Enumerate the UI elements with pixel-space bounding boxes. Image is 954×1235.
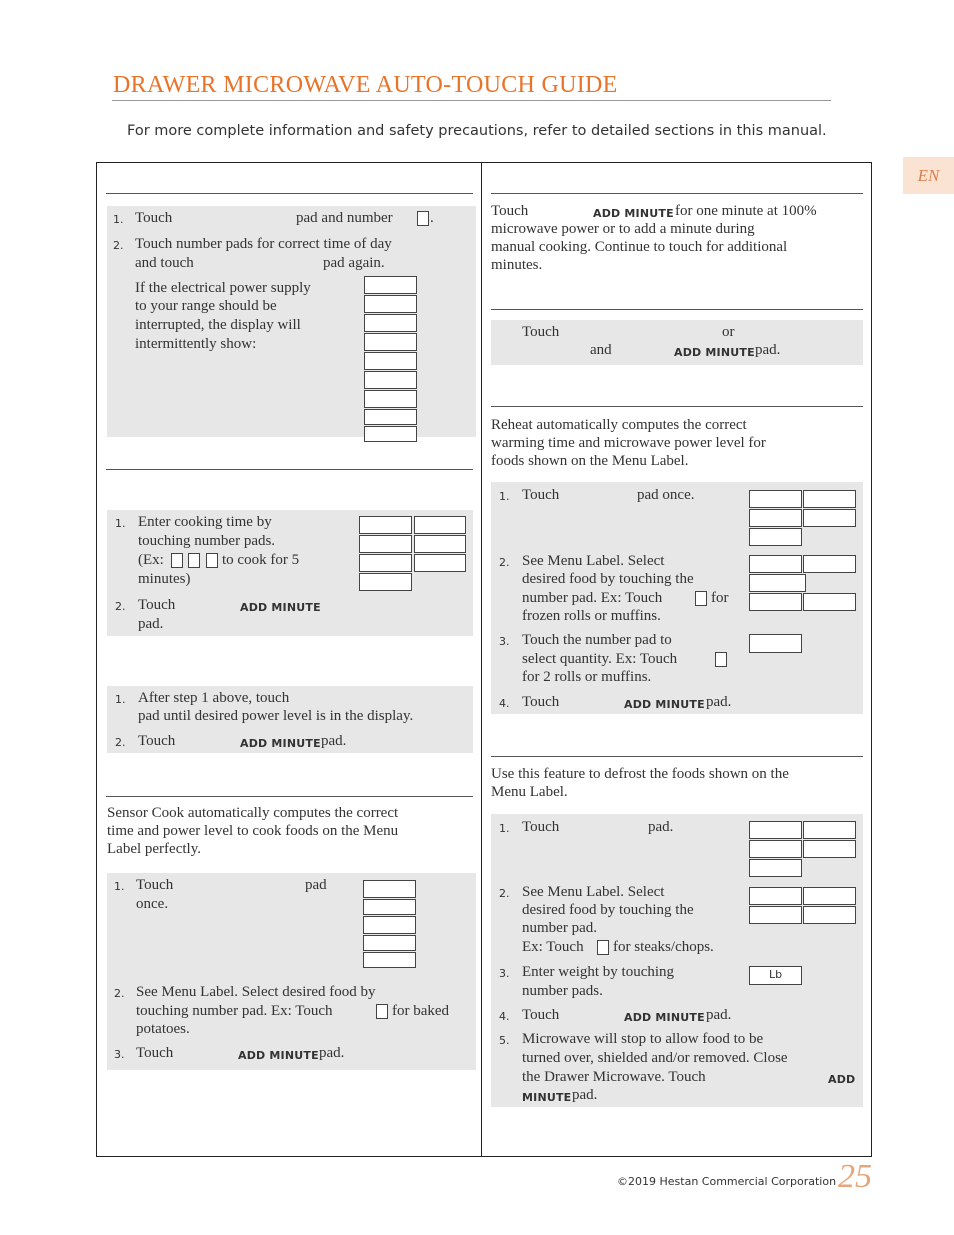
step-text: minutes) (138, 571, 191, 587)
section-intro: Use this feature to defrost the foods shown on the (491, 766, 789, 782)
display-box (749, 528, 802, 546)
intro-text: For more complete information and safety precautions, refer to detailed sections in this manual. (127, 123, 827, 139)
step-text: Enter weight by touching (522, 964, 675, 980)
step-number: 3. (114, 1048, 125, 1061)
step-text: Touch (136, 877, 174, 893)
add-minute-keyword: ADD MINUTE (593, 207, 674, 220)
display-box (749, 840, 802, 858)
step-number: 2. (113, 239, 124, 252)
display-box (363, 916, 416, 934)
step-text: and touch (135, 255, 194, 271)
step-text: pad. (755, 342, 781, 358)
add-minute-keyword: ADD MINUTE (624, 1011, 705, 1024)
step-text: touching number pad. Ex: Touch (136, 1003, 333, 1019)
step-text: desired food by touching the (522, 571, 694, 587)
display-box (364, 390, 417, 408)
step-number: 1. (113, 213, 124, 226)
step-text: Ex: Touch (522, 939, 584, 955)
section-rule (106, 469, 473, 470)
section-intro: Menu Label. (491, 784, 568, 800)
copyright: ©2019 Hestan Commercial Corporation (617, 1175, 837, 1188)
display-box (364, 352, 417, 370)
display-box (749, 634, 802, 653)
add-minute-keyword: ADD MINUTE (624, 698, 705, 711)
display-box (363, 952, 416, 968)
display-box (414, 535, 466, 553)
step-number: 1. (499, 490, 510, 503)
display-box (803, 593, 856, 611)
number-pad-box (597, 940, 609, 955)
step-text: pad again. (323, 255, 385, 271)
step-text: Touch the number pad to (522, 632, 672, 648)
display-box (803, 555, 856, 573)
step-text: Touch (138, 597, 176, 613)
note-text: intermittently show: (135, 336, 257, 352)
step-text: and (590, 342, 612, 358)
step-text: for steaks/chops. (613, 939, 714, 955)
display-box (414, 516, 466, 534)
step-text: pad and number (296, 210, 393, 226)
step-number: 3. (499, 967, 510, 980)
step-text: turned over, shielded and/or removed. Close (522, 1050, 788, 1066)
number-pad-box (171, 553, 183, 568)
weight-display: Lb (749, 966, 802, 985)
step-text: or (722, 324, 735, 340)
step-number: 2. (114, 987, 125, 1000)
display-box (359, 535, 412, 553)
step-text: After step 1 above, touch (138, 690, 290, 706)
display-box (364, 276, 417, 294)
display-box (359, 516, 412, 534)
note-text: to your range should be (135, 298, 277, 314)
display-box (364, 314, 417, 332)
step-text: to cook for 5 (222, 552, 300, 568)
page-title: DRAWER MICROWAVE AUTO-TOUCH GUIDE (113, 72, 618, 98)
step-number: 2. (499, 556, 510, 569)
display-box (363, 880, 416, 898)
step-number: 4. (499, 1010, 510, 1023)
step-text: Touch number pads for correct time of day (135, 236, 392, 252)
display-box (359, 573, 412, 591)
step-text: pad once. (637, 487, 695, 503)
step-number: 2. (115, 600, 126, 613)
section-text: manual cooking. Continue to touch for additional (491, 239, 788, 255)
section-rule (491, 309, 863, 310)
step-text: the Drawer Microwave. Touch (522, 1069, 706, 1085)
display-box (364, 426, 417, 442)
display-box (803, 490, 856, 508)
display-box (749, 906, 802, 924)
add-minute-keyword: MINUTE (522, 1091, 572, 1104)
display-box (803, 840, 856, 858)
step-number: 1. (499, 822, 510, 835)
add-minute-keyword: ADD MINUTE (240, 601, 321, 614)
display-box (749, 509, 802, 527)
step-text: pad. (138, 616, 164, 632)
step-text: pad (305, 877, 327, 893)
section-intro: foods shown on the Menu Label. (491, 453, 689, 469)
step-text: for (711, 590, 729, 606)
section-rule (106, 796, 473, 797)
step-text: Touch (138, 733, 176, 749)
step-text: number pads. (522, 983, 603, 999)
section-text: minutes. (491, 257, 543, 273)
step-number: 1. (115, 693, 126, 706)
display-box (364, 371, 417, 389)
step-text: pad. (648, 819, 674, 835)
display-box (359, 554, 412, 572)
add-minute-keyword: ADD MINUTE (238, 1049, 319, 1062)
section-intro: Sensor Cook automatically computes the correct (107, 805, 399, 821)
step-text: See Menu Label. Select (522, 884, 665, 900)
section-rule (106, 193, 473, 194)
display-box (749, 821, 802, 839)
display-box (749, 490, 802, 508)
section-rule (491, 193, 863, 194)
display-box (363, 899, 416, 915)
step-text: for 2 rolls or muffins. (522, 669, 652, 685)
display-box (749, 887, 802, 905)
note-text: interrupted, the display will (135, 317, 301, 333)
step-number: 3. (499, 635, 510, 648)
language-tab: EN (903, 157, 954, 194)
add-minute-keyword: ADD (828, 1073, 856, 1086)
display-box (364, 333, 417, 351)
step-text: select quantity. Ex: Touch (522, 651, 678, 667)
number-pad-box (715, 652, 727, 667)
step-number: 2. (499, 887, 510, 900)
step-text: (Ex: (138, 552, 164, 568)
add-minute-keyword: ADD MINUTE (240, 737, 321, 750)
step-text: Touch (136, 1045, 174, 1061)
step-text: for baked (392, 1003, 450, 1019)
column-divider (481, 162, 482, 1157)
add-minute-keyword: ADD MINUTE (674, 346, 755, 359)
section-intro: warming time and microwave power level for (491, 435, 766, 451)
step-text: Microwave will stop to allow food to be (522, 1031, 764, 1047)
step-text: Touch (522, 1007, 560, 1023)
display-box (749, 555, 802, 573)
step-text: Enter cooking time by (138, 514, 272, 530)
step-text: frozen rolls or muffins. (522, 608, 661, 624)
step-text: pad. (706, 694, 732, 710)
section-text: for one minute at 100% (675, 203, 817, 219)
section-intro: Reheat automatically computes the correct (491, 417, 747, 433)
step-number: 1. (114, 880, 125, 893)
step-text: Touch (135, 210, 173, 226)
number-pad-box (695, 591, 707, 606)
step-text: pad until desired power level is in the display. (138, 708, 414, 724)
display-box (749, 574, 806, 592)
step-text: pad. (321, 733, 347, 749)
section-intro: Label perfectly. (107, 841, 201, 857)
section-text: Touch (491, 203, 529, 219)
number-pad-box (376, 1004, 388, 1019)
display-box (364, 409, 417, 425)
section-text: microwave power or to add a minute during (491, 221, 755, 237)
display-box (749, 859, 802, 877)
step-text: Touch (522, 324, 560, 340)
section-intro: time and power level to cook foods on the Menu (107, 823, 399, 839)
page-number: 25 (838, 1158, 872, 1195)
step-number: 5. (499, 1034, 510, 1047)
period: . (430, 210, 434, 226)
step-text: Touch (522, 819, 560, 835)
number-pad-box (206, 553, 218, 568)
display-box (363, 935, 416, 951)
display-box (749, 593, 802, 611)
step-text: pad. (319, 1045, 345, 1061)
note-text: If the electrical power supply (135, 280, 311, 296)
display-box (803, 887, 856, 905)
step-text: number pad. Ex: Touch (522, 590, 663, 606)
step-text: Touch (522, 694, 560, 710)
step-text: See Menu Label. Select (522, 553, 665, 569)
step-text: pad. (572, 1087, 598, 1103)
step-text: number pad. (522, 920, 597, 936)
number-pad-box (417, 211, 429, 226)
title-rule (112, 100, 831, 101)
display-box (803, 509, 856, 527)
display-box (414, 554, 466, 572)
display-box (803, 906, 856, 924)
step-text: potatoes. (136, 1021, 190, 1037)
step-text: touching number pads. (138, 533, 276, 549)
display-box (803, 821, 856, 839)
step-number: 4. (499, 697, 510, 710)
number-pad-box (188, 553, 200, 568)
display-box (364, 295, 417, 313)
step-number: 2. (115, 736, 126, 749)
step-text: pad. (706, 1007, 732, 1023)
section-rule (491, 756, 863, 757)
step-text: desired food by touching the (522, 902, 694, 918)
section-rule (491, 406, 863, 407)
step-number: 1. (115, 517, 126, 530)
step-text: Touch (522, 487, 560, 503)
step-text: once. (136, 896, 169, 912)
step-text: See Menu Label. Select desired food by (136, 984, 376, 1000)
